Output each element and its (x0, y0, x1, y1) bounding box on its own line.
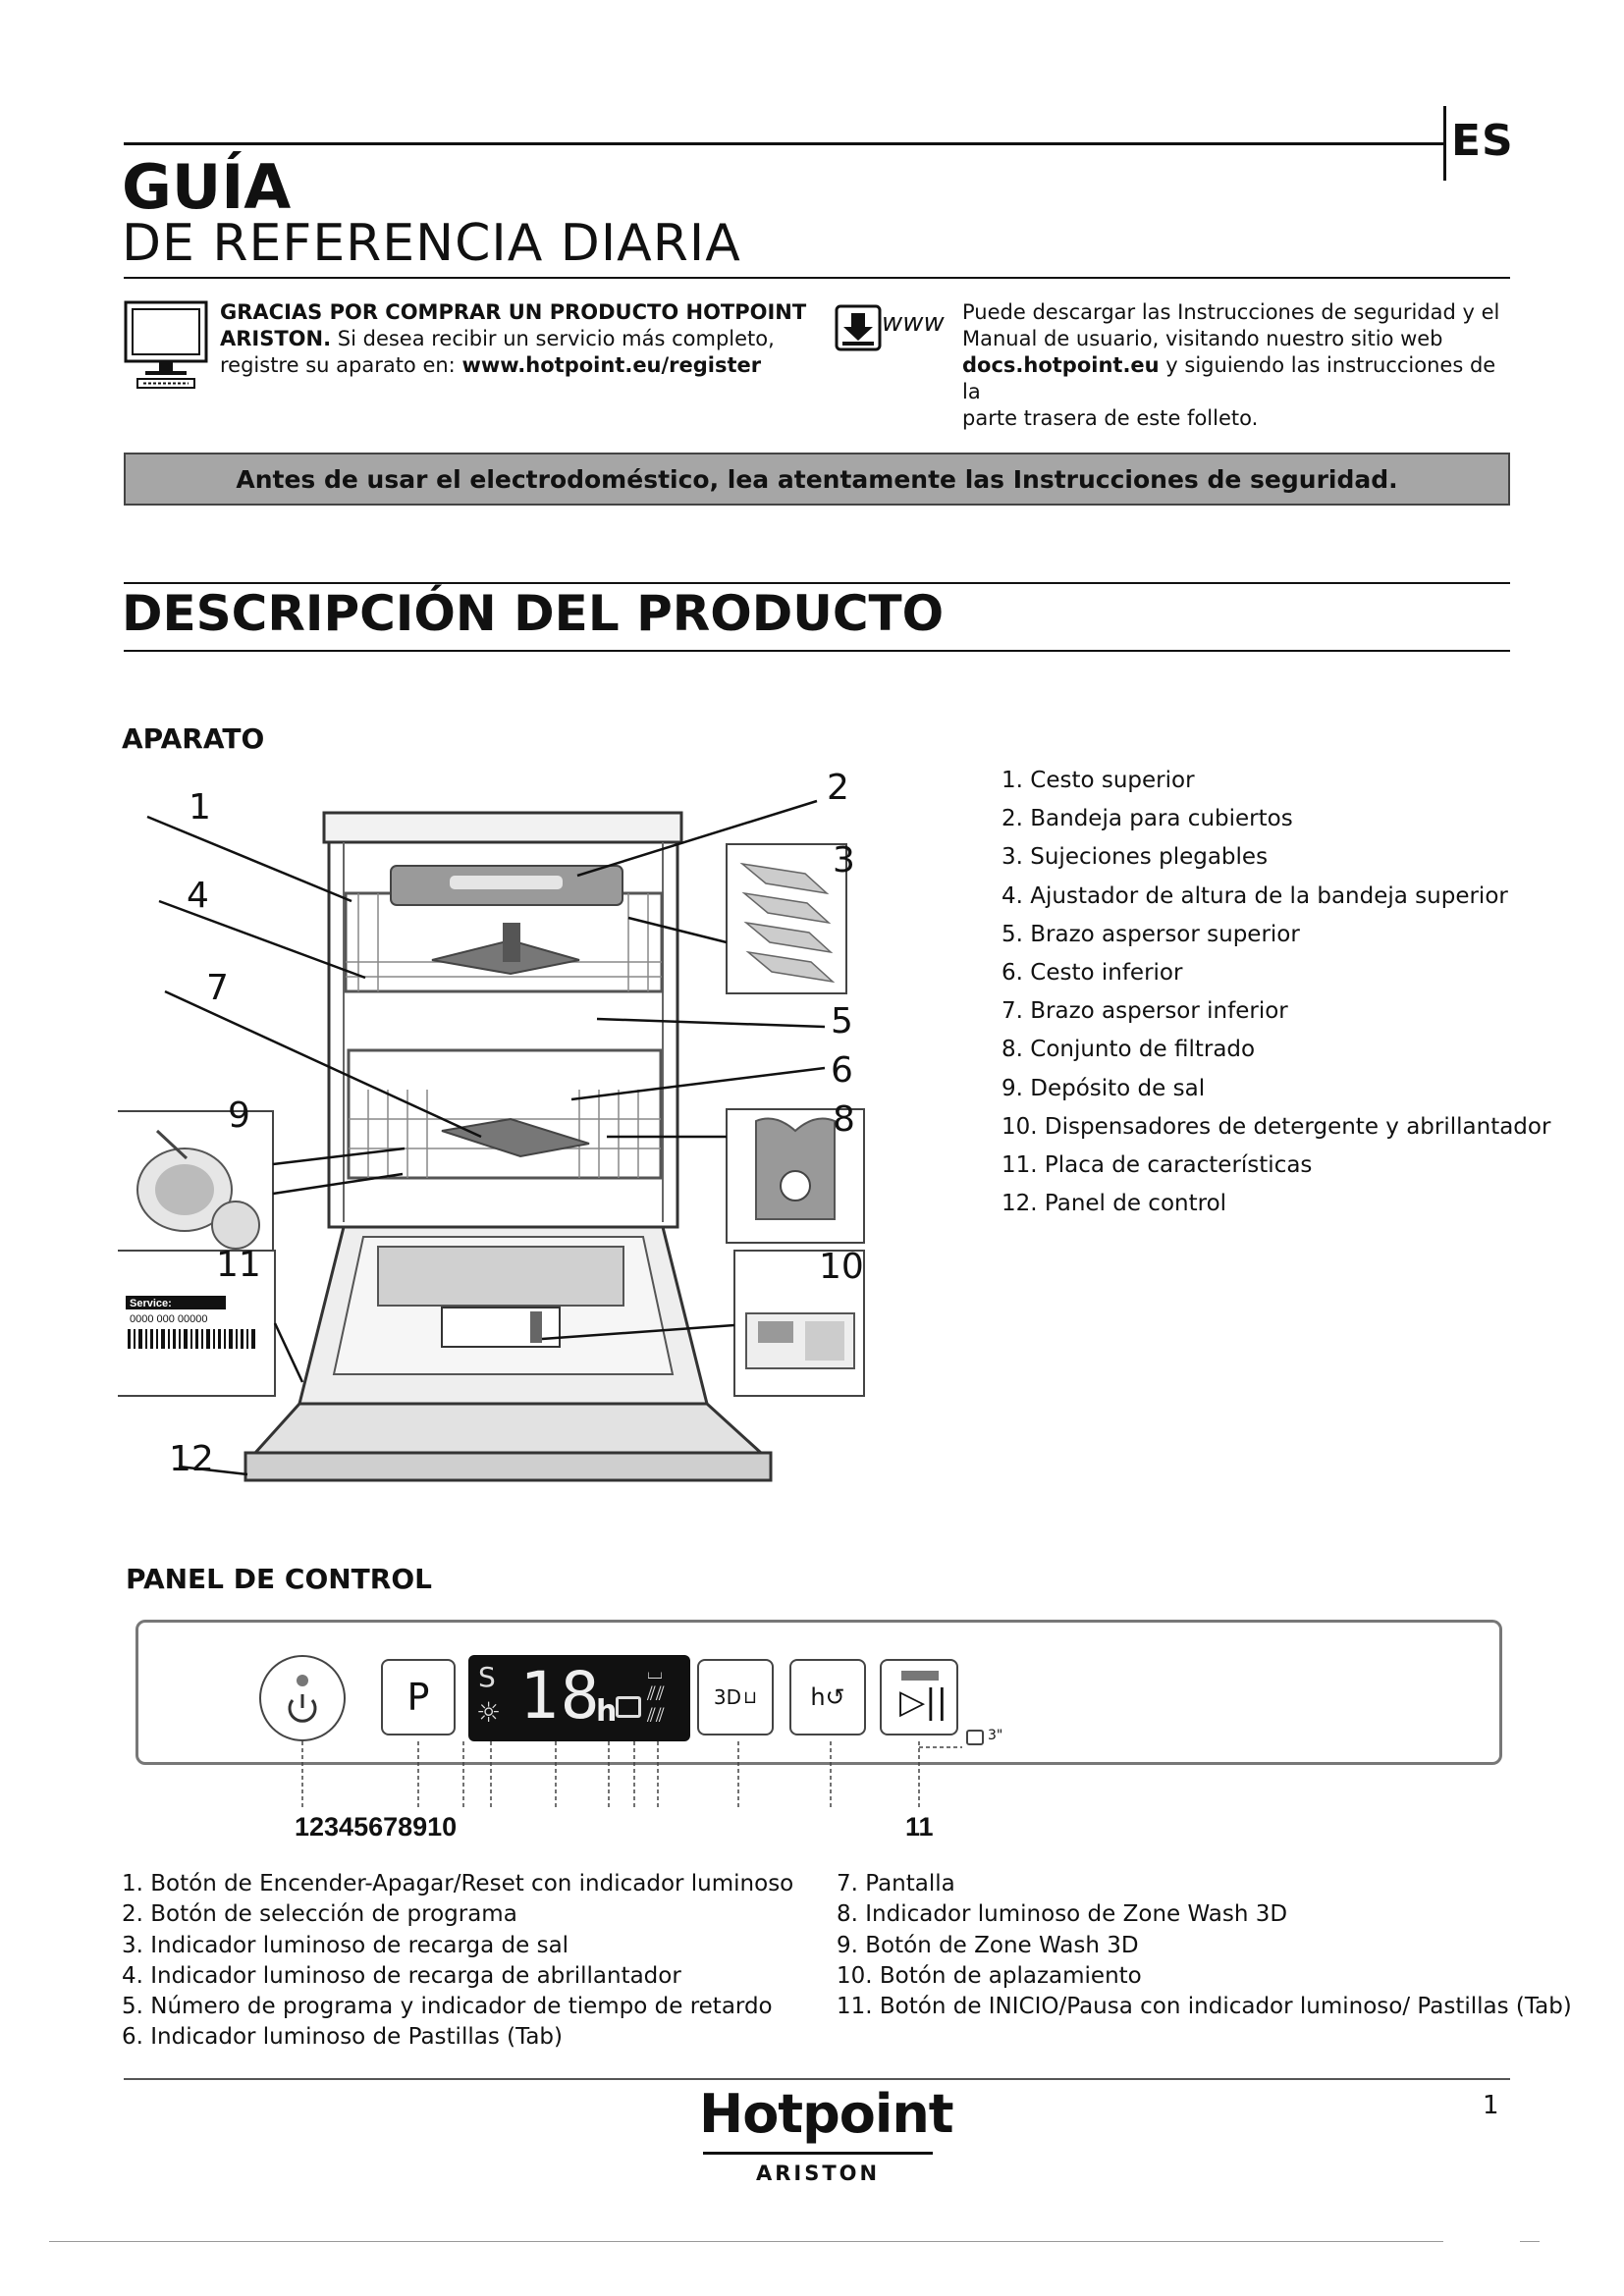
appliance-heading: APARATO (122, 722, 265, 755)
power-button[interactable] (259, 1655, 346, 1741)
list-item: 12. Panel de control (1001, 1191, 1227, 1217)
register-heading: GRACIAS POR COMPRAR UN PRODUCTO HOTPOINT (220, 300, 807, 324)
callout-12: 12 (169, 1439, 214, 1479)
control-legend-left (122, 1869, 793, 2054)
logo-underline (703, 2152, 933, 2155)
list-item: 2. Bandeja para cubiertos (1001, 806, 1293, 832)
safety-banner: Antes de usar el electrodoméstico, lea atentamente las Instrucciones de seguridad. (124, 453, 1510, 506)
download-text (962, 299, 1512, 432)
list-item: 10. Dispensadores de detergente y abrillantador (1001, 1113, 1551, 1140)
list-item: 9. Depósito de sal (1001, 1075, 1206, 1101)
tab-hint-label: 3" (988, 1728, 1003, 1743)
footer-rule (124, 2078, 1510, 2080)
list-item: 1. Cesto superior (1001, 768, 1195, 793)
list-item: 6. Cesto inferior (1001, 960, 1183, 987)
zone-wash-3d-button[interactable] (697, 1659, 774, 1735)
zone-wash-indicator-icon: ⌴ ⫽⫽ ⫽⫽ (647, 1660, 665, 1727)
page-bottom-rule-short (1520, 2241, 1540, 2242)
register-brand: ARISTON. (220, 327, 332, 350)
program-button[interactable] (381, 1659, 456, 1735)
tablet-indicator-icon (616, 1696, 641, 1718)
page-bottom-rule (49, 2241, 1443, 2242)
list-item: 5. Número de programa y indicador de tiempo de retardo (122, 1994, 773, 2020)
program-button-label: P (406, 1676, 430, 1719)
register-text (220, 299, 829, 379)
delay-unit-label: h (596, 1694, 618, 1729)
list-item: 11. Botón de INICIO/Pausa con indicador luminoso/ Pastillas (Tab) (837, 1994, 1572, 2020)
section-top-rule (124, 582, 1510, 584)
download-line1: Puede descargar las Instrucciones de seguridad y el (962, 300, 1500, 324)
control-panel-heading: PANEL DE CONTROL (126, 1563, 432, 1595)
service-number: 0000 000 00000 (130, 1313, 208, 1325)
download-www-label: www (882, 308, 945, 338)
list-item: 9. Botón de Zone Wash 3D (837, 1932, 1139, 1958)
program-number-display: 18 (519, 1658, 602, 1734)
rinse-aid-indicator-icon: ☼ (476, 1696, 502, 1729)
delay-label: h (810, 1683, 826, 1711)
callout-11: 11 (216, 1245, 261, 1285)
language-code: ES (1451, 116, 1514, 166)
download-line2: Manual de usuario, visitando nuestro sitio web (962, 327, 1443, 350)
header-bottom-rule (124, 277, 1510, 279)
control-legend-right (837, 1869, 1572, 2022)
callout-10: 10 (819, 1247, 864, 1287)
callout-6: 6 (831, 1050, 853, 1091)
callout-7: 7 (206, 968, 229, 1008)
callout-9: 9 (228, 1095, 250, 1136)
register-line2: registre su aparato en: (220, 353, 462, 377)
download-line4: parte trasera de este folleto. (962, 406, 1259, 430)
zone-wash-label: 3D (713, 1685, 742, 1709)
salt-indicator-icon: S (478, 1661, 496, 1693)
power-icon (261, 1657, 344, 1739)
hotpoint-logo: Hotpoint (699, 2083, 953, 2145)
basket-icon: ⊔ (743, 1686, 758, 1708)
list-item: 8. Indicador luminoso de Zone Wash 3D (837, 1901, 1288, 1928)
list-item: 3. Sujeciones plegables (1001, 844, 1269, 871)
list-item: 1. Botón de Encender-Apagar/Reset con indicador luminoso (122, 1871, 794, 1896)
ariston-logo: ARISTON (756, 2162, 881, 2185)
download-site[interactable]: docs.hotpoint.eu (962, 353, 1160, 377)
callout-2: 2 (827, 768, 849, 808)
list-item: 5. Brazo aspersor superior (1001, 921, 1300, 947)
display-panel (468, 1655, 690, 1741)
page-title: GUÍA (122, 151, 292, 223)
section-title: DESCRIPCIÓN DEL PRODUCTO (122, 585, 945, 642)
register-url[interactable]: www.hotpoint.eu/register (461, 353, 762, 377)
callout-5: 5 (831, 1001, 853, 1041)
callout-8: 8 (833, 1099, 855, 1140)
start-pause-button[interactable] (880, 1659, 958, 1735)
register-line1: Si desea recibir un servicio más completo, (331, 327, 775, 350)
dishwasher-diagram (118, 766, 884, 1492)
callout-4: 4 (187, 876, 209, 916)
download-www-icon (835, 304, 948, 355)
list-item: 2. Botón de selección de programa (122, 1901, 517, 1928)
barcode-icon (128, 1329, 255, 1349)
download-line3: y siguiendo las instrucciones de la (962, 353, 1496, 403)
list-item: 3. Indicador luminoso de recarga de sal (122, 1932, 569, 1958)
section-bottom-rule (124, 650, 1510, 652)
parts-list (1001, 762, 1550, 1223)
list-item: 4. Ajustador de altura de la bandeja superior (1001, 882, 1508, 909)
delay-button[interactable] (789, 1659, 866, 1735)
computer-monitor-icon (124, 300, 208, 391)
page-subtitle: DE REFERENCIA DIARIA (122, 214, 741, 273)
service-label: Service: (130, 1298, 172, 1309)
callout-3: 3 (833, 840, 855, 881)
panel-index-left: 12345678910 (295, 1812, 458, 1842)
start-indicator-light (901, 1671, 939, 1681)
play-pause-icon: ▷|| (899, 1682, 948, 1722)
list-item: 11. Placa de características (1001, 1152, 1313, 1179)
list-item: 10. Botón de aplazamiento (837, 1962, 1142, 1989)
panel-leader-lines (295, 1741, 982, 1812)
clock-icon: ↺ (825, 1683, 845, 1711)
list-item: 7. Pantalla (837, 1871, 955, 1896)
callout-1: 1 (189, 787, 211, 828)
list-item: 8. Conjunto de filtrado (1001, 1037, 1256, 1063)
panel-index-right: 11 (905, 1812, 934, 1842)
page-number: 1 (1483, 2091, 1499, 2120)
list-item: 7. Brazo aspersor inferior (1001, 998, 1288, 1025)
list-item: 4. Indicador luminoso de recarga de abrillantador (122, 1962, 681, 1989)
header-lang-divider (1443, 106, 1446, 181)
list-item: 6. Indicador luminoso de Pastillas (Tab) (122, 2024, 563, 2051)
header-top-rule (124, 142, 1445, 145)
